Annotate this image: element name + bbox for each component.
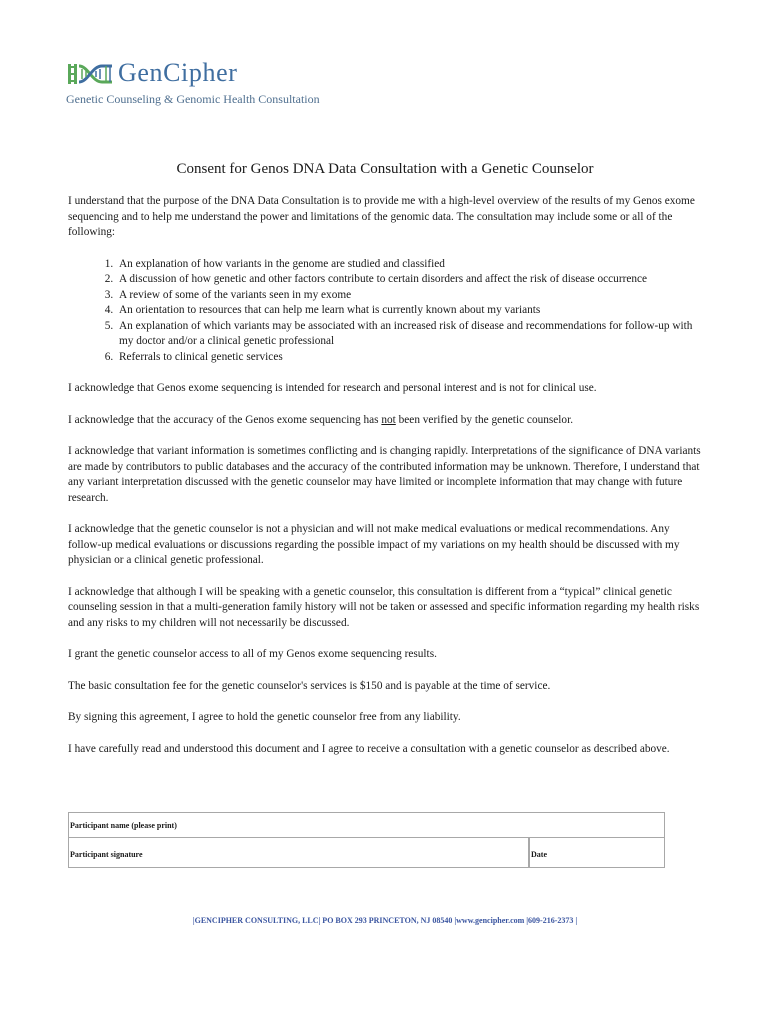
intro-paragraph: I understand that the purpose of the DNA Data Consultation is to provide me with a high-level overview of the results of my Genos exome sequencing and to help me understand the power and limitations of the genomic data. The consultation may include some or all of the following: [68,195,695,238]
final-agreement-paragraph: I have carefully read and understood this document and I agree to receive a consultation with a genetic counselor as described above. [68,742,670,755]
gencipher-logo [66,58,320,108]
list-item: 4. An orientation to resources that can help me learn what is currently known about my variants [116,303,704,319]
brand-tagline: Genetic Counseling & Genomic Health Consultation [66,92,320,106]
list-item: 6. Referrals to clinical genetic services [116,350,704,366]
consultation-topics-list [68,257,704,366]
footer-contact: |GENCIPHER CONSULTING, LLC| PO BOX 293 PRINCETON, NJ 08540 |www.gencipher.com |609-216-2373 | [192,916,578,925]
ack-session-paragraph: I acknowledge that although I will be speaking with a genetic counselor, this consultation is different from a “typical” clinical genetic counseling session in that a multi-generation family history will not be taken or assessed and specific information regarding my health risks and any risks to my children will not necessarily be discussed. [68,585,700,629]
participant-signature-field[interactable] [69,838,528,868]
dna-helix-icon [66,61,114,87]
ack-variants-paragraph: I acknowledge that variant information is sometimes conflicting and is changing rapidly. Interpretations of the significance of DNA variants are made by contributors to public databases and the accuracy of the contributed information may be unknown. Therefore, I understand that any variant interpretation discussed with the genetic counselor may have limited or incomplete information that may change with future research. [68,445,701,504]
ack-accuracy-text-start: I acknowledge that the accuracy of the Genos exome sequencing has [68,413,382,426]
list-item: 3. A review of some of the variants seen in my exome [116,288,704,304]
participant-name-field[interactable] [69,813,664,838]
ack-accuracy-text-end: been verified by the genetic counselor. [395,413,574,426]
date-label: Date [531,850,547,859]
list-item: 1. An explanation of how variants in the genome are studied and classified [116,257,704,273]
liability-paragraph: By signing this agreement, I agree to hold the genetic counselor free from any liability. [68,711,461,723]
list-item: 5. An explanation of which variants may be associated with an increased risk of disease and recommendations for follow-up with my doctor and/or a clinical genetic professional [116,319,704,350]
ack-physician-paragraph: I acknowledge that the genetic counselor is not a physician and will not make medical evaluations or medical recommendations. Any follow-up medical evaluations or discussions regarding the possible impact of my variations on my health should be discussed with my physician or a clinical genetic professional. [68,523,680,566]
participant-name-label: Participant name (please print) [70,821,177,830]
document-body [68,194,704,773]
grant-access-paragraph: I grant the genetic counselor access to all of my Genos exome sequencing results. [68,648,437,660]
signature-row [69,838,664,868]
participant-signature-label: Participant signature [70,850,143,859]
document-title: Consent for Genos DNA Data Consultation with a Genetic Counselor [176,161,594,177]
date-field[interactable] [530,838,664,868]
brand-name: GenCipher [118,58,238,87]
ack-accuracy-not-emphasis: not [381,413,396,426]
ack-research-paragraph: I acknowledge that Genos exome sequencing is intended for research and personal interest and is not for clinical use. [68,382,597,394]
list-item: 2. A discussion of how genetic and other factors contribute to certain disorders and affect the risk of disease occurrence [116,272,704,288]
fee-paragraph: The basic consultation fee for the genetic counselor's services is $150 and is payable at the time of service. [68,679,551,692]
signature-table [68,812,665,868]
ack-accuracy-paragraph [68,413,704,429]
